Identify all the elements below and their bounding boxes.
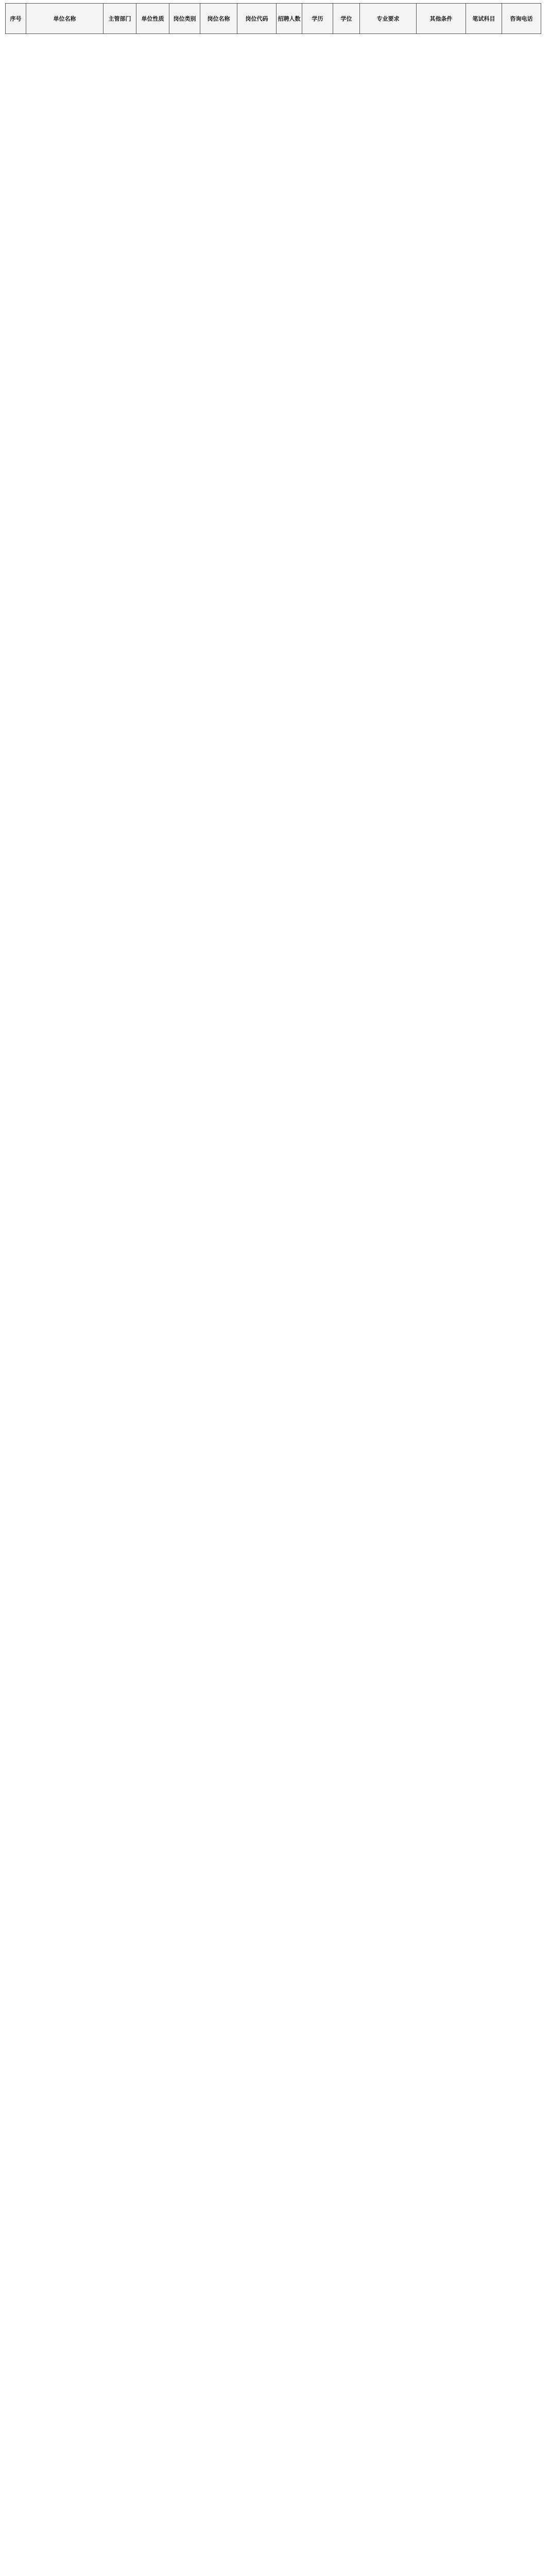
column-header: 单位名称 bbox=[26, 4, 104, 34]
column-header: 主管部门 bbox=[104, 4, 136, 34]
column-header: 招聘人数 bbox=[277, 4, 302, 34]
column-header: 岗位名称 bbox=[200, 4, 237, 34]
column-header: 其他条件 bbox=[417, 4, 466, 34]
table-header-row bbox=[6, 4, 541, 34]
column-header: 学历 bbox=[302, 4, 333, 34]
column-header: 序号 bbox=[6, 4, 26, 34]
column-header: 专业要求 bbox=[360, 4, 417, 34]
column-header: 单位性质 bbox=[136, 4, 169, 34]
column-header: 岗位类别 bbox=[169, 4, 200, 34]
column-header: 笔试科目 bbox=[466, 4, 502, 34]
document-sheet bbox=[0, 3, 551, 2576]
column-header: 咨询电话 bbox=[502, 4, 541, 34]
column-header: 岗位代码 bbox=[237, 4, 277, 34]
recruitment-table bbox=[5, 3, 541, 34]
column-header: 学位 bbox=[333, 4, 360, 34]
